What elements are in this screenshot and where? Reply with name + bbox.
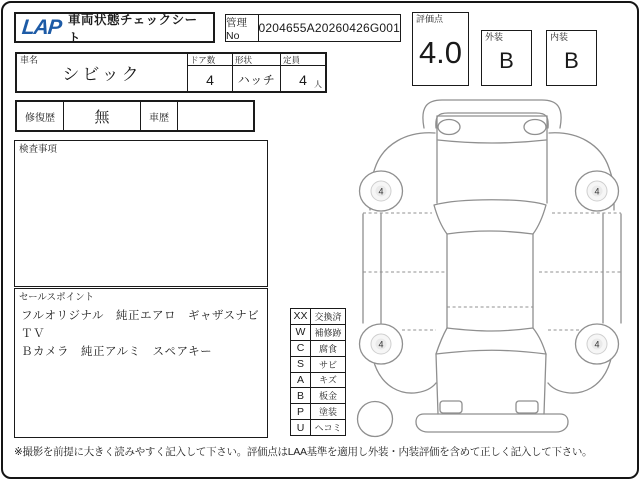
legend-label: 補修跡 (314, 327, 342, 338)
interior-grade-value: B (564, 48, 579, 73)
mgmt-no-box (225, 14, 401, 42)
wheel-mark: 4 (378, 339, 384, 350)
legend-code: A (291, 373, 311, 388)
wheel-badge (371, 181, 391, 201)
legend-row (291, 309, 345, 324)
wheel-badge (587, 181, 607, 201)
inspection-items-box (14, 140, 268, 287)
interior-grade-box (546, 30, 597, 86)
legend-label: 塗装 (318, 407, 337, 418)
condition-legend-table (290, 308, 346, 436)
legend-code: U (291, 420, 311, 435)
windshield (434, 200, 546, 234)
sales-points-line1: フルオリジナル 純正エアロ ギャザスナビＴＶ (21, 310, 260, 341)
legend-row (291, 356, 345, 372)
overall-score-label: 評価点 (416, 14, 444, 24)
car-name-cell (17, 54, 187, 91)
rear-window (436, 328, 546, 354)
doors-value: 4 (206, 71, 214, 88)
spare-tire-circle (358, 402, 393, 437)
legend-label: ヘコミ (314, 423, 342, 434)
front-bumper (423, 100, 561, 128)
capacity-cell (280, 54, 325, 91)
capacity-label: 定員 (281, 54, 325, 66)
car-diagram (352, 87, 632, 442)
overall-score-box (412, 12, 469, 86)
legend-code: S (291, 357, 311, 372)
doors-label: ドア数 (188, 54, 232, 66)
exterior-grade-value: B (499, 48, 514, 73)
legend-row (291, 403, 345, 419)
car-name-label: 車名 (20, 55, 39, 65)
mgmt-no-label: 管理No (226, 15, 259, 41)
legend-code: W (291, 325, 311, 340)
roof (447, 234, 533, 328)
repair-history-value: 無 (63, 102, 140, 130)
fenders (370, 133, 614, 393)
trunk (436, 354, 546, 414)
rear-bumper (416, 414, 568, 432)
tail-light-left-icon (440, 401, 462, 413)
capacity-value: 4 (299, 71, 307, 88)
footer-note: ※撮影を前提に大きく読みやすく記入して下さい。評価点はLAA基準を適用し外装・内装評価を含めて正しく記入して下さい。 (14, 446, 593, 458)
car-history-label: 車歴 (140, 102, 177, 130)
logo-title-box (14, 12, 215, 43)
repair-history-label: 修復歴 (25, 112, 55, 124)
tail-light-right-icon (516, 401, 538, 413)
legend-label: キズ (319, 375, 337, 386)
interior-grade-label: 内装 (550, 32, 569, 42)
exterior-grade-box (481, 30, 532, 86)
sheet-title: 車両状態チェックシート (68, 12, 198, 45)
overall-score-value: 4.0 (418, 35, 463, 70)
legend-row (291, 324, 345, 340)
legend-row (291, 340, 345, 356)
exterior-grade-label: 外装 (485, 32, 504, 42)
sales-points-box (14, 288, 268, 438)
legend-code: XX (291, 309, 311, 324)
doors-cell (187, 54, 232, 91)
headlight-right-icon (524, 120, 546, 135)
wheel-badges (371, 181, 607, 354)
shape-label: 形状 (233, 54, 280, 66)
headlight-left-icon (438, 120, 460, 135)
legend-row (291, 372, 345, 388)
legend-code: P (291, 404, 311, 419)
legend-code: B (291, 388, 311, 403)
capacity-unit: 人 (314, 80, 322, 89)
legend-label: 腐食 (318, 343, 337, 354)
lap-logo: LAP (20, 16, 63, 39)
repair-history-table (15, 100, 255, 132)
hood (437, 116, 547, 203)
car-history-value (177, 102, 253, 130)
legend-row (291, 387, 345, 403)
wheel-mark: 4 (594, 339, 600, 350)
car-name-value: シビック (62, 65, 142, 84)
wheel-badge (371, 334, 391, 354)
sales-points-label: セールスポイント (19, 292, 95, 303)
sales-points-line2: Ｂカメラ 純正アルミ スペアキー (21, 346, 213, 359)
mgmt-no-value: 0204655A20260426G001 (258, 21, 400, 35)
wheel-mark: 4 (594, 186, 600, 197)
legend-label: サビ (318, 359, 337, 370)
legend-label: 交換済 (314, 311, 342, 322)
shape-value: ハッチ (237, 73, 276, 87)
inspection-items-label: 検査事項 (19, 144, 58, 155)
wheel-badge (587, 334, 607, 354)
legend-label: 板金 (318, 391, 337, 402)
legend-code: C (291, 341, 311, 356)
vehicle-info-table (15, 52, 327, 93)
legend-row (291, 419, 345, 435)
wheel-mark: 4 (378, 186, 384, 197)
shape-cell (232, 54, 280, 91)
